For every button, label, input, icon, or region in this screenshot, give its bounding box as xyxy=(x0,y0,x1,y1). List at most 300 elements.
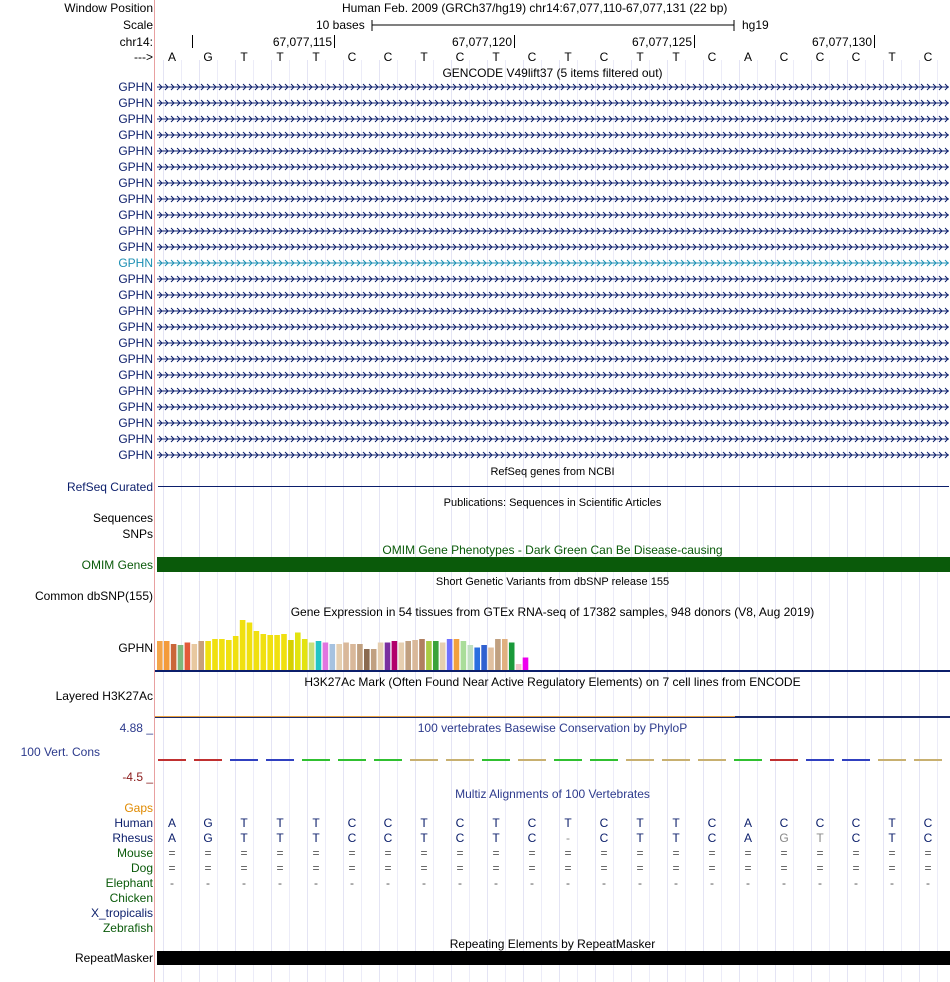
multiz-aligned-base: - xyxy=(782,876,786,890)
multiz-aligned-base: T xyxy=(312,816,320,830)
refseq-label[interactable]: RefSeq Curated xyxy=(66,480,153,494)
gtex-tissue-bar xyxy=(192,644,198,670)
coordinate-label: 67,077,120 xyxy=(451,35,512,49)
gencode-transcript-label[interactable]: GPHN xyxy=(118,432,153,446)
multiz-aligned-base: = xyxy=(600,861,608,875)
coordinate-label: 67,077,130 xyxy=(811,35,872,49)
dbsnp-label[interactable]: Common dbSNP(155) xyxy=(34,589,153,603)
gencode-transcript-line[interactable] xyxy=(157,274,949,284)
multiz-aligned-base: T xyxy=(564,816,572,830)
multiz-species-label[interactable]: X_tropicalis xyxy=(90,906,153,920)
gtex-tissue-bar xyxy=(240,620,246,670)
phylop-base-score xyxy=(374,759,402,761)
multiz-species-label[interactable]: Dog xyxy=(130,861,153,875)
phylop-base-score xyxy=(662,759,690,761)
multiz-aligned-base: C xyxy=(383,816,393,830)
snps-label[interactable]: SNPs xyxy=(122,527,153,541)
gtex-tissue-bar xyxy=(447,639,453,670)
gtex-tissue-bar xyxy=(226,640,232,670)
multiz-aligned-base: = xyxy=(816,846,824,860)
gtex-tissue-bar xyxy=(205,641,211,670)
gencode-transcript-label[interactable]: GPHN xyxy=(118,400,153,414)
sequence-base: C xyxy=(347,50,357,64)
multiz-aligned-base: - xyxy=(458,876,462,890)
gaps-label[interactable]: Gaps xyxy=(124,801,153,815)
phylop-base-score xyxy=(698,759,726,761)
gtex-tissue-bar xyxy=(288,640,294,670)
sequence-base: G xyxy=(203,50,213,64)
multiz-species-label[interactable]: Rhesus xyxy=(112,831,153,845)
multiz-aligned-base: = xyxy=(780,861,788,875)
multiz-aligned-base: T xyxy=(816,831,824,845)
multiz-aligned-base: T xyxy=(240,831,248,845)
gencode-transcript-line[interactable] xyxy=(157,306,949,316)
gtex-tissue-bar xyxy=(198,641,204,670)
multiz-aligned-base: - xyxy=(314,876,318,890)
multiz-aligned-base: C xyxy=(779,816,789,830)
gencode-transcript-line[interactable] xyxy=(157,226,949,236)
gencode-transcript-line[interactable] xyxy=(157,338,949,348)
multiz-aligned-base: = xyxy=(384,861,392,875)
sequence-base: C xyxy=(527,50,537,64)
gtex-tissue-bar xyxy=(419,639,425,670)
sequence-base: T xyxy=(888,50,896,64)
repeatmasker-label[interactable]: RepeatMasker xyxy=(74,951,153,965)
gencode-transcript-line[interactable] xyxy=(157,434,949,444)
multiz-aligned-base: G xyxy=(203,831,213,845)
phylop-base-score xyxy=(410,759,438,761)
gtex-tissue-bar xyxy=(309,643,315,671)
multiz-aligned-base: = xyxy=(636,846,644,860)
multiz-aligned-base: = xyxy=(456,846,464,860)
gtex-tissue-bar xyxy=(323,643,329,671)
multiz-aligned-base: - xyxy=(242,876,246,890)
sequence-base: T xyxy=(312,50,320,64)
multiz-aligned-base: = xyxy=(564,861,572,875)
coordinate-tick xyxy=(874,35,875,48)
repeatmasker-track-title[interactable]: Repeating Elements by RepeatMasker xyxy=(449,937,656,951)
gencode-transcript-label[interactable]: GPHN xyxy=(118,144,153,158)
multiz-aligned-base: - xyxy=(530,876,534,890)
multiz-aligned-base: C xyxy=(707,831,717,845)
gencode-transcript-label[interactable]: GPHN xyxy=(118,96,153,110)
multiz-aligned-base: - xyxy=(854,876,858,890)
gencode-transcript-label[interactable]: GPHN xyxy=(118,224,153,238)
multiz-aligned-base: A xyxy=(743,816,753,830)
refseq-gene-line[interactable] xyxy=(158,486,949,487)
multiz-aligned-base: C xyxy=(851,831,861,845)
multiz-aligned-base: = xyxy=(564,846,572,860)
gtex-tissue-bar xyxy=(281,634,287,670)
gencode-transcript-label[interactable]: GPHN xyxy=(118,448,153,462)
multiz-aligned-base: = xyxy=(528,846,536,860)
gtex-tissue-bar xyxy=(495,639,501,670)
omim-label[interactable]: OMIM Genes xyxy=(81,558,153,572)
phylop-base-score xyxy=(446,759,474,761)
gencode-transcript-label[interactable]: GPHN xyxy=(118,176,153,190)
multiz-aligned-base: - xyxy=(674,876,678,890)
multiz-aligned-base: = xyxy=(240,846,248,860)
gencode-transcript-line[interactable] xyxy=(157,178,949,188)
refseq-track-title[interactable]: RefSeq genes from NCBI xyxy=(490,466,615,478)
multiz-aligned-base: = xyxy=(168,861,176,875)
gencode-transcript-label[interactable]: GPHN xyxy=(118,80,153,94)
gencode-transcript-label[interactable]: GPHN xyxy=(118,256,153,270)
gencode-transcript-label[interactable]: GPHN xyxy=(118,416,153,430)
phylop-label[interactable]: 100 Vert. Cons xyxy=(20,745,100,759)
multiz-aligned-base: G xyxy=(203,816,213,830)
sequence-base: T xyxy=(672,50,680,64)
multiz-aligned-base: = xyxy=(852,846,860,860)
gencode-transcript-line[interactable] xyxy=(157,450,949,460)
multiz-aligned-base: = xyxy=(816,861,824,875)
gtex-tissue-bar xyxy=(433,641,439,670)
multiz-aligned-base: - xyxy=(278,876,282,890)
gtex-tissue-bar xyxy=(468,645,474,670)
multiz-aligned-base: = xyxy=(528,861,536,875)
multiz-aligned-base: C xyxy=(347,816,357,830)
gtex-tissue-bar xyxy=(523,658,529,671)
gtex-tissue-bar xyxy=(364,649,370,670)
gtex-tissue-bar xyxy=(219,639,225,670)
multiz-aligned-base: = xyxy=(672,861,680,875)
gencode-transcript-label[interactable]: GPHN xyxy=(118,272,153,286)
gtex-label[interactable]: GPHN xyxy=(118,641,153,655)
phylop-base-score xyxy=(590,759,618,761)
multiz-aligned-base: = xyxy=(672,846,680,860)
multiz-aligned-base: C xyxy=(383,831,393,845)
gencode-transcript-label[interactable]: GPHN xyxy=(118,368,153,382)
multiz-track-title[interactable]: Multiz Alignments of 100 Vertebrates xyxy=(455,787,650,801)
sequence-base: T xyxy=(636,50,644,64)
multiz-aligned-base: = xyxy=(492,846,500,860)
multiz-aligned-base: = xyxy=(744,861,752,875)
multiz-aligned-base: - xyxy=(566,876,570,890)
gtex-tissue-bar xyxy=(254,631,260,670)
sequence-base: T xyxy=(240,50,248,64)
sequence-base: T xyxy=(492,50,500,64)
multiz-aligned-base: - xyxy=(890,876,894,890)
multiz-aligned-base: C xyxy=(923,831,933,845)
multiz-aligned-base: A xyxy=(743,831,753,845)
repeatmasker-bar[interactable] xyxy=(157,951,950,965)
multiz-aligned-base: = xyxy=(708,846,716,860)
gencode-transcript-line[interactable] xyxy=(157,98,949,108)
multiz-aligned-base: - xyxy=(206,876,210,890)
gtex-tissue-bar xyxy=(302,639,308,670)
sequence-base: C xyxy=(851,50,861,64)
multiz-aligned-base: T xyxy=(420,816,428,830)
multiz-aligned-base: C xyxy=(851,816,861,830)
gtex-tissue-bar xyxy=(385,643,391,671)
sequence-base: C xyxy=(923,50,933,64)
multiz-aligned-base: T xyxy=(636,831,644,845)
multiz-aligned-base: = xyxy=(420,861,428,875)
gencode-transcript-line[interactable] xyxy=(157,402,949,412)
multiz-aligned-base: = xyxy=(600,846,608,860)
multiz-species-label[interactable]: Elephant xyxy=(105,876,153,890)
multiz-aligned-base: = xyxy=(456,861,464,875)
phylop-ymax: 4.88 _ xyxy=(119,721,153,735)
phylop-base-score xyxy=(518,759,546,761)
gtex-tissue-bar xyxy=(330,644,336,670)
gtex-tissue-bar xyxy=(274,635,280,670)
coordinate-tick xyxy=(192,35,193,48)
phylop-base-score xyxy=(482,759,510,761)
multiz-aligned-base: = xyxy=(276,861,284,875)
gtex-tissue-bar xyxy=(157,641,163,670)
gtex-tissue-bar xyxy=(509,643,515,671)
coordinate-tick xyxy=(514,35,515,48)
multiz-aligned-base: A xyxy=(167,816,177,830)
strand-arrow-label: ---> xyxy=(134,50,153,64)
multiz-aligned-base: T xyxy=(672,816,680,830)
multiz-aligned-base: = xyxy=(348,861,356,875)
multiz-aligned-base: C xyxy=(599,831,609,845)
gtex-tissue-bar xyxy=(316,641,322,670)
multiz-aligned-base: T xyxy=(888,816,896,830)
multiz-aligned-base: - xyxy=(818,876,822,890)
multiz-aligned-base: - xyxy=(710,876,714,890)
gtex-tissue-bar xyxy=(336,644,342,670)
multiz-aligned-base: = xyxy=(384,846,392,860)
multiz-aligned-base: - xyxy=(638,876,642,890)
h3k27ac-label[interactable]: Layered H3K27Ac xyxy=(55,689,153,703)
multiz-species-label[interactable]: Mouse xyxy=(116,846,153,860)
gtex-tissue-bar xyxy=(371,649,377,670)
multiz-aligned-base: - xyxy=(926,876,930,890)
gencode-transcript-line[interactable] xyxy=(157,82,949,92)
gencode-transcript-label[interactable]: GPHN xyxy=(118,192,153,206)
multiz-aligned-base: = xyxy=(852,861,860,875)
multiz-aligned-base: = xyxy=(204,861,212,875)
publications-track-title[interactable]: Publications: Sequences in Scientific Articles xyxy=(443,497,662,509)
gtex-tissue-bar xyxy=(488,648,494,671)
sequence-base: C xyxy=(815,50,825,64)
gencode-transcript-label[interactable]: GPHN xyxy=(118,208,153,222)
gencode-transcript-label[interactable]: GPHN xyxy=(118,384,153,398)
gtex-tissue-bar xyxy=(357,644,363,670)
multiz-aligned-base: = xyxy=(204,846,212,860)
multiz-aligned-base: - xyxy=(602,876,606,890)
multiz-aligned-base: = xyxy=(240,861,248,875)
gtex-tissue-bar xyxy=(405,641,411,670)
gtex-tissue-bar xyxy=(474,648,480,671)
multiz-aligned-base: C xyxy=(815,816,825,830)
gtex-tissue-bar xyxy=(267,635,273,670)
gtex-tissue-bar xyxy=(454,639,460,670)
multiz-aligned-base: C xyxy=(455,831,465,845)
multiz-aligned-base: T xyxy=(312,831,320,845)
multiz-aligned-base: = xyxy=(888,846,896,860)
omim-track-title[interactable]: OMIM Gene Phenotypes - Dark Green Can Be Disease-causing xyxy=(382,543,723,557)
multiz-aligned-base: = xyxy=(636,861,644,875)
multiz-species-label[interactable]: Human xyxy=(114,816,153,830)
multiz-aligned-base: T xyxy=(492,831,500,845)
gtex-tissue-bar xyxy=(502,639,508,670)
gencode-transcript-label[interactable]: GPHN xyxy=(118,336,153,350)
coordinate-tick xyxy=(694,35,695,48)
multiz-aligned-base: T xyxy=(276,831,284,845)
gtex-tissue-bar xyxy=(247,623,253,671)
multiz-aligned-base: T xyxy=(276,816,284,830)
gencode-transcript-label[interactable]: GPHN xyxy=(118,304,153,318)
dbsnp-track-title[interactable]: Short Genetic Variants from dbSNP release 155 xyxy=(435,576,670,588)
multiz-aligned-base: = xyxy=(744,846,752,860)
scale-bar xyxy=(370,18,738,32)
phylop-base-score xyxy=(734,759,762,761)
gencode-transcript-label[interactable]: GPHN xyxy=(118,320,153,334)
gtex-tissue-bar xyxy=(378,643,384,671)
gencode-transcript-label[interactable]: GPHN xyxy=(118,160,153,174)
multiz-aligned-base: - xyxy=(746,876,750,890)
gtex-tissue-bar xyxy=(233,636,239,670)
gtex-tissue-bar xyxy=(412,640,418,670)
multiz-aligned-base: - xyxy=(494,876,498,890)
gencode-transcript-line[interactable] xyxy=(157,354,949,364)
sequence-base: T xyxy=(420,50,428,64)
gencode-transcript-label[interactable]: GPHN xyxy=(118,240,153,254)
multiz-aligned-base: = xyxy=(312,846,320,860)
window-position-label: Window Position xyxy=(64,1,153,15)
gencode-transcript-label[interactable]: GPHN xyxy=(118,128,153,142)
phylop-base-score xyxy=(230,759,258,761)
multiz-aligned-base: - xyxy=(386,876,390,890)
multiz-aligned-base: T xyxy=(672,831,680,845)
coordinate-label: 67,077,125 xyxy=(631,35,692,49)
omim-gene-bar[interactable] xyxy=(157,557,950,572)
multiz-aligned-base: = xyxy=(888,861,896,875)
phylop-track-title[interactable]: 100 vertebrates Basewise Conservation by PhyloP xyxy=(417,721,688,735)
gtex-tissue-bar xyxy=(426,641,432,670)
phylop-base-score xyxy=(194,759,222,761)
coordinate-label: 67,077,115 xyxy=(272,35,332,49)
gtex-tissue-bar xyxy=(164,641,170,670)
multiz-aligned-base: - xyxy=(350,876,354,890)
gtex-tissue-bar xyxy=(185,643,191,671)
phylop-base-score xyxy=(842,759,870,761)
multiz-aligned-base: C xyxy=(527,831,537,845)
phylop-base-score xyxy=(302,759,330,761)
gencode-transcript-line[interactable] xyxy=(157,130,949,140)
phylop-base-score xyxy=(806,759,834,761)
gencode-transcript-line[interactable] xyxy=(157,418,949,428)
h3k27ac-track-title[interactable]: H3K27Ac Mark (Often Found Near Active Regulatory Elements) on 7 cell lines from ENCODE xyxy=(304,675,801,689)
multiz-aligned-base: = xyxy=(492,861,500,875)
gencode-transcript-line[interactable] xyxy=(157,210,949,220)
multiz-aligned-base: = xyxy=(924,846,932,860)
gtex-tissue-bar xyxy=(295,633,301,671)
scale-label: Scale xyxy=(122,18,153,32)
multiz-aligned-base: T xyxy=(240,816,248,830)
gtex-bar-chart[interactable] xyxy=(155,618,555,670)
multiz-aligned-base: C xyxy=(599,816,609,830)
gtex-tissue-bar xyxy=(350,644,356,670)
phylop-base-score xyxy=(554,759,582,761)
multiz-aligned-base: = xyxy=(348,846,356,860)
multiz-aligned-base: T xyxy=(420,831,428,845)
gencode-transcript-label[interactable]: GPHN xyxy=(118,352,153,366)
phylop-base-score xyxy=(914,759,942,761)
multiz-aligned-base: A xyxy=(167,831,177,845)
gtex-tissue-bar xyxy=(440,643,446,671)
multiz-species-label[interactable]: Zebrafish xyxy=(102,921,153,935)
scale-bases-text: 10 bases xyxy=(316,18,365,32)
phylop-base-score xyxy=(266,759,294,761)
multiz-aligned-base: G xyxy=(779,831,789,845)
gencode-transcript-line[interactable] xyxy=(157,370,949,380)
phylop-base-score xyxy=(770,759,798,761)
multiz-aligned-base: C xyxy=(923,816,933,830)
position-title[interactable]: Human Feb. 2009 (GRCh37/hg19) chr14:67,077,110-67,077,131 (22 bp) xyxy=(342,1,728,15)
multiz-aligned-base: = xyxy=(312,861,320,875)
multiz-aligned-base: = xyxy=(168,846,176,860)
gencode-transcript-line[interactable] xyxy=(157,114,949,124)
sequence-base: T xyxy=(276,50,284,64)
multiz-aligned-base: - xyxy=(566,831,570,845)
gencode-transcript-line[interactable] xyxy=(157,322,949,332)
gtex-tissue-bar xyxy=(171,644,177,670)
h3k27ac-signal-overlay xyxy=(155,716,735,717)
phylop-base-score xyxy=(338,759,366,761)
gencode-transcript-line[interactable] xyxy=(157,146,949,156)
multiz-aligned-base: C xyxy=(527,816,537,830)
multiz-aligned-base: - xyxy=(170,876,174,890)
sequence-base: C xyxy=(599,50,609,64)
gencode-transcript-line[interactable] xyxy=(157,194,949,204)
gtex-tissue-bar xyxy=(481,645,487,670)
phylop-base-score xyxy=(626,759,654,761)
gtex-tissue-bar xyxy=(392,641,398,670)
phylop-signal[interactable] xyxy=(155,752,950,768)
gencode-transcript-label[interactable]: GPHN xyxy=(118,112,153,126)
chr-label: chr14: xyxy=(119,35,153,49)
gtex-baseline xyxy=(155,670,950,672)
multiz-aligned-base: = xyxy=(780,846,788,860)
multiz-aligned-base: T xyxy=(492,816,500,830)
sequence-base: C xyxy=(455,50,465,64)
gtex-tissue-bar xyxy=(461,641,467,670)
multiz-species-label[interactable]: Chicken xyxy=(109,891,153,905)
sequence-base: A xyxy=(743,50,753,64)
gencode-transcript-label[interactable]: GPHN xyxy=(118,288,153,302)
gencode-transcript-line[interactable] xyxy=(157,242,949,252)
multiz-aligned-base: - xyxy=(422,876,426,890)
sequence-base: T xyxy=(564,50,572,64)
assembly-text: hg19 xyxy=(742,18,769,32)
sequence-base: C xyxy=(383,50,393,64)
gencode-track-title[interactable]: GENCODE V49lift37 (5 items filtered out) xyxy=(442,66,663,80)
multiz-aligned-base: = xyxy=(924,861,932,875)
multiz-aligned-base: = xyxy=(276,846,284,860)
phylop-ymin: -4.5 _ xyxy=(122,770,153,784)
phylop-base-score xyxy=(158,759,186,761)
phylop-base-score xyxy=(878,759,906,761)
gtex-track-title[interactable]: Gene Expression in 54 tissues from GTEx RNA-seq of 17382 samples, 948 donors (V8, Aug 2019) xyxy=(290,605,815,619)
gencode-transcript-line[interactable] xyxy=(157,258,949,268)
gencode-transcript-line[interactable] xyxy=(157,290,949,300)
gencode-transcript-line[interactable] xyxy=(157,386,949,396)
gtex-tissue-bar xyxy=(178,645,184,670)
gtex-tissue-bar xyxy=(261,634,267,670)
multiz-aligned-base: T xyxy=(636,816,644,830)
gtex-tissue-bar xyxy=(212,639,218,670)
multiz-aligned-base: C xyxy=(707,816,717,830)
multiz-aligned-base: = xyxy=(708,861,716,875)
gencode-transcript-line[interactable] xyxy=(157,162,949,172)
sequences-label[interactable]: Sequences xyxy=(92,511,153,525)
multiz-aligned-base: C xyxy=(347,831,357,845)
